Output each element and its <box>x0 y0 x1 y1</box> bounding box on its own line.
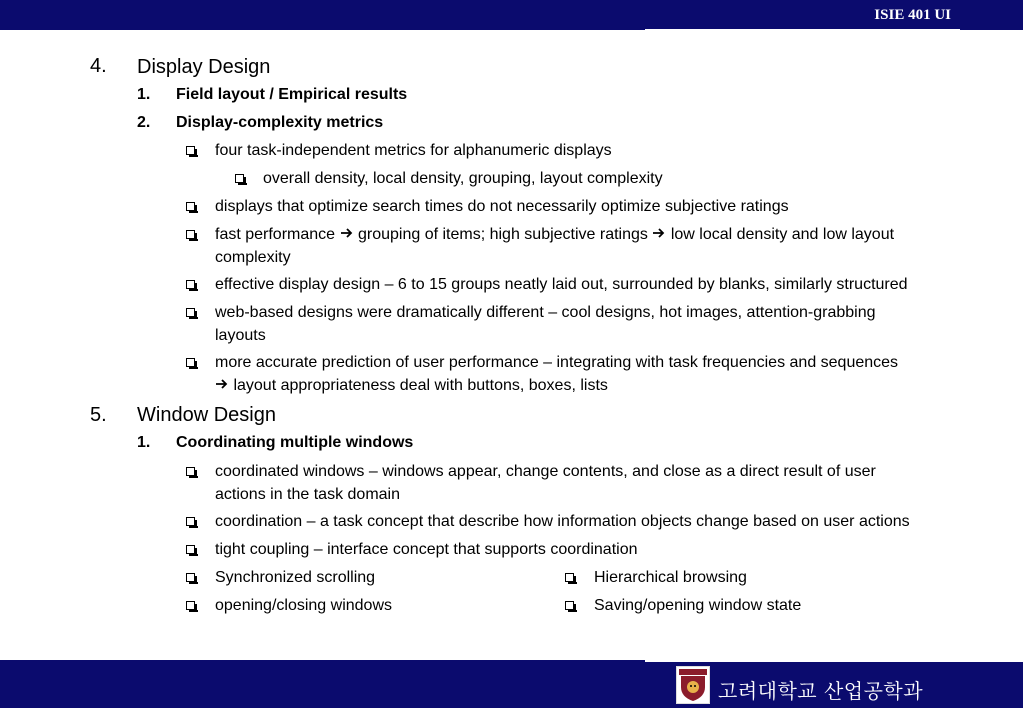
bullet-text: low local density and low layout <box>670 226 895 243</box>
section-number: 4. <box>90 55 107 77</box>
hollow-square-bullet-icon <box>186 545 195 554</box>
bullet-text: more accurate prediction of user performance – integrating with task frequencies and sequences <box>215 354 899 371</box>
hollow-square-bullet-icon <box>186 573 195 582</box>
bullet-text: four task-independent metrics for alphanumeric displays <box>215 142 612 159</box>
bullet-text: effective display design – 6 to 15 groups neatly laid out, surrounded by blanks, similarly structured <box>215 276 908 293</box>
bullet-text: Hierarchical browsing <box>594 569 747 586</box>
header-rule <box>645 29 960 31</box>
bullet-text: displays that optimize search times do not necessarily optimize subjective ratings <box>215 198 789 215</box>
hollow-square-bullet-icon <box>565 601 574 610</box>
subsection-coordinating-windows: Coordinating multiple windows <box>176 434 414 451</box>
section-4 <box>90 55 107 78</box>
hollow-square-bullet-icon <box>186 517 195 526</box>
bullet-text-continued-arrow <box>215 374 608 397</box>
subsection-number: 1. <box>137 434 151 451</box>
section-5 <box>90 404 107 427</box>
bullet-text: Synchronized scrolling <box>215 569 376 586</box>
hollow-square-bullet-icon <box>235 174 244 183</box>
subsection-field-layout: Field layout / Empirical results <box>176 86 408 103</box>
hollow-square-bullet-icon <box>186 202 195 211</box>
subsection-display-complexity: Display-complexity metrics <box>176 114 384 131</box>
bullet-text: coordinated windows – windows appear, change contents, and close as a direct result of user <box>215 463 876 480</box>
section-number: 5. <box>90 404 107 426</box>
bullet-text-continued: actions in the task domain <box>215 486 400 503</box>
course-title: ISIE 401 UI <box>874 7 951 23</box>
hollow-square-bullet-icon <box>565 573 574 582</box>
subsection-number: 1. <box>137 86 151 103</box>
right-arrow-icon <box>652 223 666 246</box>
bullet-text: overall density, local density, grouping, layout complexity <box>263 170 663 187</box>
bullet-text: coordination – a task concept that describe how information objects change based on user actions <box>215 513 910 530</box>
hollow-square-bullet-icon <box>186 280 195 289</box>
section-title-window-design: Window Design <box>137 404 276 426</box>
footer-rule <box>645 660 1023 662</box>
hollow-square-bullet-icon <box>186 467 195 476</box>
hollow-square-bullet-icon <box>186 601 195 610</box>
university-crest-icon <box>676 666 710 704</box>
right-arrow-icon <box>215 374 229 397</box>
hollow-square-bullet-icon <box>186 230 195 239</box>
hollow-square-bullet-icon <box>186 358 195 367</box>
hollow-square-bullet-icon <box>186 146 195 155</box>
header-bar <box>0 0 1023 30</box>
bullet-text: Saving/opening window state <box>594 597 802 614</box>
section-title-display-design: Display Design <box>137 56 271 78</box>
subsection-number: 2. <box>137 114 151 131</box>
bullet-text: web-based designs were dramatically different – cool designs, hot images, attention-grabbing <box>215 304 876 321</box>
bullet-text: grouping of items; high subjective ratings <box>357 226 648 243</box>
right-arrow-icon <box>340 223 354 246</box>
hollow-square-bullet-icon <box>186 308 195 317</box>
bullet-text-continued: complexity <box>215 249 291 266</box>
bullet-text-fast-performance <box>215 223 894 246</box>
bullet-text: fast performance <box>215 226 336 243</box>
bullet-text: layout appropriateness deal with buttons, boxes, lists <box>233 377 608 394</box>
bullet-text: opening/closing windows <box>215 597 392 614</box>
bullet-text-continued: layouts <box>215 327 266 344</box>
university-department-name: 고려대학교 산업공학과 <box>718 679 924 703</box>
bullet-text: tight coupling – interface concept that supports coordination <box>215 541 638 558</box>
